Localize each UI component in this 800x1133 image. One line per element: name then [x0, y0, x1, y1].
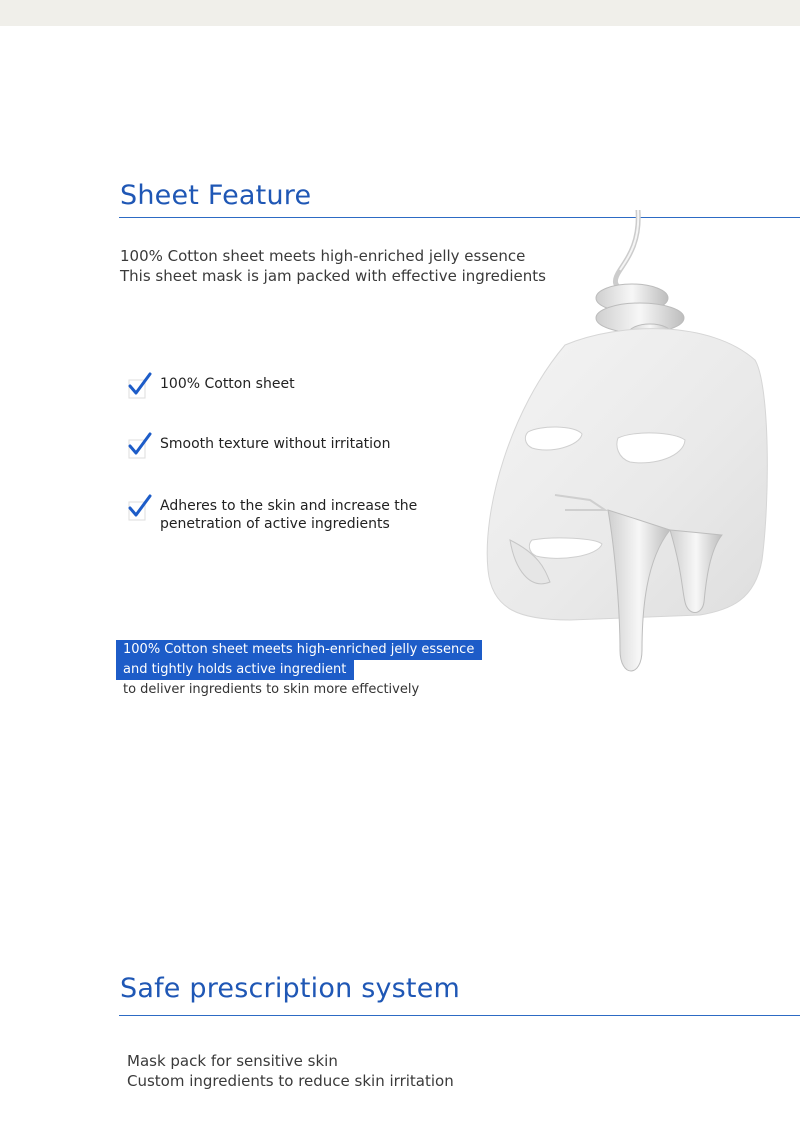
sheet-mask-illustration — [470, 210, 800, 690]
feature-label: Smooth texture without irritation — [160, 436, 391, 452]
safe-line: Custom ingredients to reduce skin irritation — [127, 1072, 454, 1090]
feature-label: 100% Cotton sheet — [160, 376, 295, 392]
top-band — [0, 0, 800, 26]
safe-prescription-divider — [119, 1015, 800, 1016]
feature-item-cotton — [128, 372, 295, 400]
feature-item-smooth — [128, 432, 391, 460]
feature-label-line: penetration of active ingredients — [160, 516, 390, 532]
checkmark-icon — [128, 372, 152, 400]
sheet-feature-title: Sheet Feature — [120, 180, 312, 211]
feature-label-line: Adheres to the skin and increase the — [160, 498, 418, 514]
safe-prescription-title: Safe prescription system — [120, 973, 461, 1004]
intro-line: This sheet mask is jam packed with effective ingredients — [120, 267, 546, 285]
feature-item-adheres — [128, 494, 417, 533]
safe-prescription-text — [127, 1051, 454, 1091]
intro-line: 100% Cotton sheet meets high-enriched jelly essence — [120, 247, 526, 265]
checkmark-icon — [128, 432, 152, 460]
highlight-line: and tightly holds active ingredient — [116, 660, 354, 680]
safe-line: Mask pack for sensitive skin — [127, 1052, 338, 1070]
highlight-plain-line: to deliver ingredients to skin more effectively — [123, 682, 420, 697]
highlight-line: 100% Cotton sheet meets high-enriched jelly essence — [116, 640, 482, 660]
checkmark-icon — [128, 494, 152, 522]
highlight-statement — [116, 640, 482, 700]
feature-label — [160, 497, 417, 533]
